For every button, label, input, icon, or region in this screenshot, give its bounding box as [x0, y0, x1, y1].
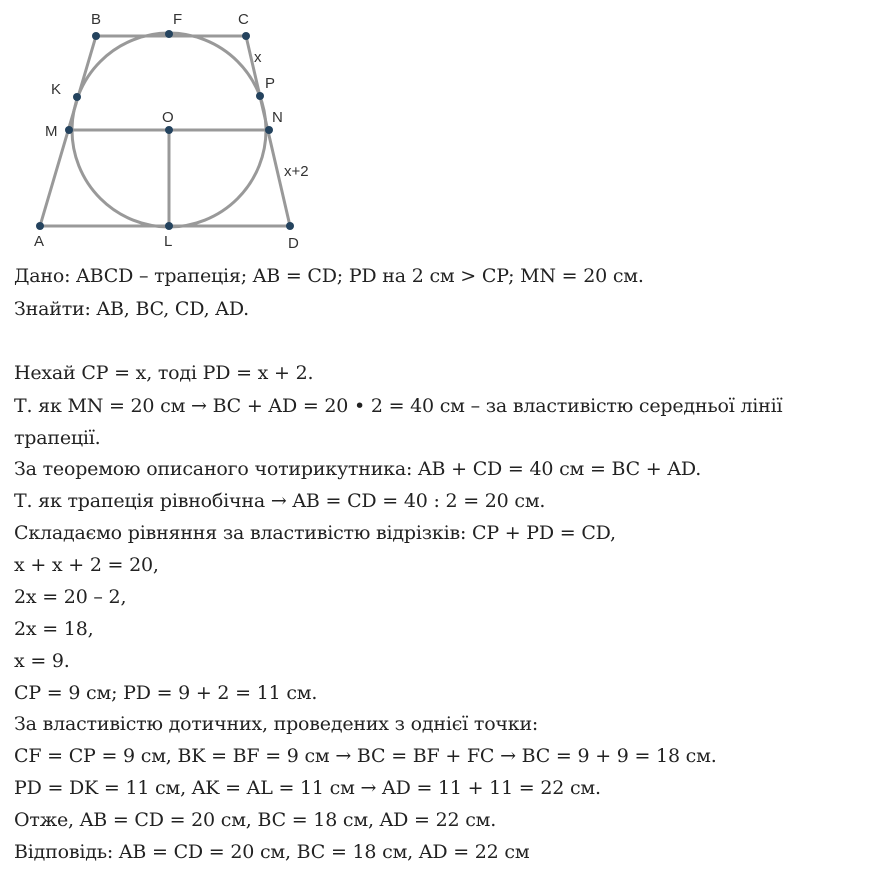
- label-k: K: [51, 81, 62, 98]
- point-o: [165, 126, 173, 134]
- label-c: C: [238, 11, 249, 28]
- point-f: [165, 30, 173, 38]
- solution-line-7: CP = 9 см; PD = 9 + 2 = 11 см.: [14, 682, 318, 704]
- solution-line-5: Т. як трапеція рівнобічна → AB = CD = 40 : 2 = 20 см.: [14, 490, 546, 512]
- find-line: Знайти: AB, BC, CD, AD.: [14, 298, 250, 320]
- point-l: [165, 222, 173, 230]
- label-x: x: [254, 49, 262, 66]
- equation-line-2: 2x = 20 – 2,: [14, 586, 127, 608]
- solution-line-1: Нехай CP = x, тоді PD = x + 2.: [14, 362, 314, 384]
- equation-line-3: 2x = 18,: [14, 618, 94, 640]
- equation-line-4: x = 9.: [14, 650, 70, 672]
- trapezoid-figure: [0, 0, 340, 260]
- label-p: P: [265, 75, 276, 92]
- solution-line-3: трапеції.: [14, 427, 101, 449]
- point-p: [256, 92, 264, 100]
- label-l: L: [164, 233, 173, 250]
- label-o: O: [162, 109, 174, 126]
- label-n: N: [272, 109, 283, 126]
- label-m: M: [45, 123, 58, 140]
- point-b: [92, 32, 100, 40]
- solution-line-10: PD = DK = 11 см, AK = AL = 11 см → AD = 11 + 11 = 22 см.: [14, 777, 601, 799]
- label-a: A: [34, 233, 45, 250]
- solution-line-9: CF = CP = 9 см, BK = BF = 9 см → BC = BF + FC → BC = 9 + 9 = 18 см.: [14, 745, 717, 767]
- point-n: [265, 126, 273, 134]
- answer-line: Відповідь: AB = CD = 20 см, BC = 18 см, AD = 22 см: [14, 841, 530, 863]
- point-m: [65, 126, 73, 134]
- label-x-plus-2: x+2: [284, 163, 309, 180]
- solution-line-4: За теоремою описаного чотирикутника: AB + CD = 40 см = BC + AD.: [14, 458, 702, 480]
- solution-line-6: Складаємо рівняння за властивістю відрізків: CP + PD = CD,: [14, 522, 616, 544]
- label-d: D: [288, 235, 299, 252]
- equation-line-1: x + x + 2 = 20,: [14, 554, 159, 576]
- point-d: [286, 222, 294, 230]
- point-k: [73, 93, 81, 101]
- solution-line-8: За властивістю дотичних, проведених з однієї точки:: [14, 713, 539, 735]
- conclusion-line: Отже, AB = CD = 20 см, BC = 18 см, AD = 22 см.: [14, 809, 497, 831]
- given-line: Дано: ABCD – трапеція; AB = CD; PD на 2 см > CP; MN = 20 см.: [14, 265, 644, 287]
- point-a: [36, 222, 44, 230]
- label-f: F: [173, 11, 183, 28]
- solution-line-2: Т. як MN = 20 см → BC + AD = 20 • 2 = 40 см – за властивістю середньої лінії: [14, 395, 783, 417]
- label-b: B: [91, 11, 102, 28]
- point-c: [242, 32, 250, 40]
